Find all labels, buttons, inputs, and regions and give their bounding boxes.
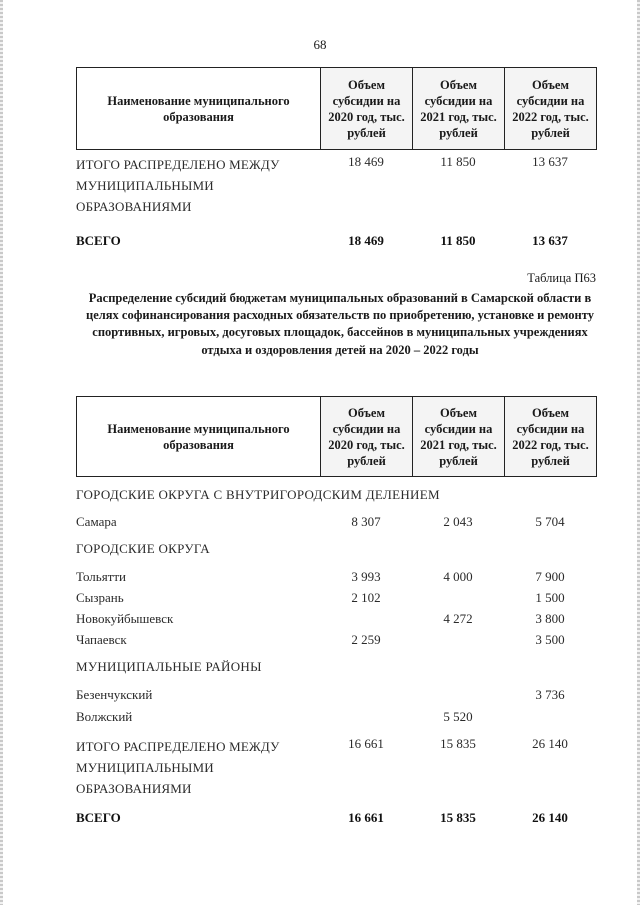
table2-header [76, 396, 597, 477]
table-row [76, 514, 596, 532]
value-2022: 1 500 [535, 590, 565, 605]
row-label: Тольятти [76, 569, 127, 584]
value-2020: 2 259 [351, 632, 381, 647]
value-2020: 16 661 [348, 810, 384, 825]
row-label: ИТОГО РАСПРЕДЕЛЕНО МЕЖДУ МУНИЦИПАЛЬНЫМИ ОБРАЗОВАНИЯМИ [76, 157, 280, 214]
row-label: Чапаевск [76, 632, 127, 647]
table1-total-distributed-row [76, 154, 596, 217]
value-2021: 11 850 [440, 233, 476, 248]
section-title-municipal-districts: МУНИЦИПАЛЬНЫЕ РАЙОНЫ [76, 659, 262, 674]
table-row [76, 687, 596, 705]
row-label: Безенчукский [76, 687, 153, 702]
section-title-urban-districts: ГОРОДСКИЕ ОКРУГА [76, 541, 210, 556]
table1-header [76, 67, 597, 150]
row-label: ВСЕГО [76, 810, 121, 825]
value-2021: 2 043 [443, 514, 473, 529]
table-row [76, 569, 596, 587]
table-row [76, 632, 596, 650]
col-header-name: Наименование муниципального образования [77, 397, 321, 477]
value-2021: 15 835 [440, 736, 476, 751]
value-2022: 3 736 [535, 687, 565, 702]
scan-edge-left [0, 0, 3, 905]
value-2020: 18 469 [348, 154, 384, 169]
col-header-2020: Объем субсидии на 2020 год, тыс. рублей [321, 68, 413, 150]
row-label: Самара [76, 514, 117, 529]
table-label: Таблица П63 [527, 271, 596, 285]
col-header-2021: Объем субсидии на 2021 год, тыс. рублей [413, 68, 505, 150]
table2-grand-total-row [76, 810, 596, 828]
value-2021: 15 835 [440, 810, 476, 825]
value-2020: 18 469 [348, 233, 384, 248]
value-2021: 4 000 [443, 569, 473, 584]
table-title: Распределение субсидий бюджетам муниципальных образований в Самарской области в целях софинансирования расходных обязательств по приобретению, установке и ремонту спортивных, игровых, досуговых площадок, бассейнов в муниципальных учреждениях отдыха и оздоровления детей на 2020 – 2022 годы [86, 291, 594, 357]
table1-grand-total-row [76, 233, 596, 251]
table-row [76, 590, 596, 608]
value-2021: 11 850 [440, 154, 476, 169]
row-label: Новокуйбышевск [76, 611, 174, 626]
row-label: ИТОГО РАСПРЕДЕЛЕНО МЕЖДУ МУНИЦИПАЛЬНЫМИ ОБРАЗОВАНИЯМИ [76, 739, 280, 796]
value-2022: 5 704 [535, 514, 565, 529]
value-2020: 2 102 [351, 590, 381, 605]
value-2020: 8 307 [351, 514, 381, 529]
value-2022: 3 500 [535, 632, 565, 647]
col-header-2021: Объем субсидии на 2021 год, тыс. рублей [413, 397, 505, 477]
value-2021: 5 520 [443, 709, 473, 724]
section-title-urban-districts-divided: ГОРОДСКИЕ ОКРУГА С ВНУТРИГОРОДСКИМ ДЕЛЕНИЕМ [76, 487, 440, 502]
page-number: 68 [313, 37, 327, 52]
row-label: Волжский [76, 709, 133, 724]
value-2021: 4 272 [443, 611, 473, 626]
table-row [76, 709, 596, 727]
col-header-name: Наименование муниципального образования [77, 68, 321, 150]
table2-total-distributed-row [76, 736, 596, 799]
value-2022: 13 637 [532, 233, 568, 248]
table-row [76, 611, 596, 629]
col-header-2022: Объем субсидии на 2022 год, тыс. рублей [505, 397, 597, 477]
value-2022: 26 140 [532, 736, 568, 751]
row-label: Сызрань [76, 590, 124, 605]
col-header-2022: Объем субсидии на 2022 год, тыс. рублей [505, 68, 597, 150]
row-label: ВСЕГО [76, 233, 121, 248]
value-2022: 7 900 [535, 569, 565, 584]
value-2020: 16 661 [348, 736, 384, 751]
value-2022: 13 637 [532, 154, 568, 169]
value-2022: 3 800 [535, 611, 565, 626]
col-header-2020: Объем субсидии на 2020 год, тыс. рублей [321, 397, 413, 477]
value-2020: 3 993 [351, 569, 381, 584]
value-2022: 26 140 [532, 810, 568, 825]
